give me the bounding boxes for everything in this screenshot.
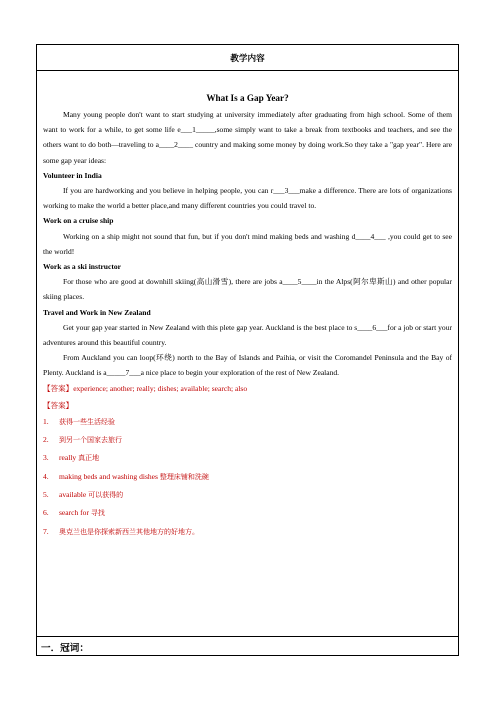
section-heading-articles: 一．冠词： (37, 636, 458, 655)
section-body-cruise: Working on a ship might not sound that fun, but if you don't mind making beds and washing d____4___ ,you could get to see the world! (43, 231, 452, 256)
list-item: 5. available 可以获得的 (43, 490, 124, 500)
section-body-new-zealand-2: From Auckland you can loop(环绕) north to the Bay of Islands and Paihia, or visit the Coromandel Peninsula and the Bay of Plenty. Auckland is a_____7___a nice place to begin your exploration of the rest of New Zealand. (43, 353, 452, 378)
section-body-india: If you are hardworking and you believe in helping people, you can r___3___make a difference. There are lots of organizations working to make the world a better place,and many different countries you could travel to. (43, 186, 452, 211)
list-item: 7. 奥克兰也是你探索新西兰其他地方的好地方。 (43, 526, 199, 536)
section-body-new-zealand: Get your gap year started in New Zealand with this plete gap year. Auckland is the best place to s____6___for a job or start your adventures around this beautiful country. (43, 322, 452, 348)
list-item: 4. making beds and washing dishes 整理床铺和洗碗 (43, 471, 209, 481)
section-heading-india: Volunteer in India (43, 170, 102, 180)
list-item: 6. search for 寻找 (43, 508, 105, 518)
answer-list (43, 413, 452, 541)
section-heading-new-zealand: Travel and Work in New Zealand (43, 307, 151, 317)
list-item: 3. really 真正地 (43, 453, 100, 463)
intro-paragraph: Many young people don't want to start studying at university immediately after graduating from high school. Some of them want to work for a while, to get some life e___1_____,some simply want to take a break from textbooks and teachers, and see the others want to do both—traveling to a____2____ country and making some money by doing work.So they take a "gap year". Here are some gap year ideas: (43, 110, 452, 165)
passage-title: What Is a Gap Year? (206, 93, 289, 103)
section-heading-ski: Work as a ski instructor (43, 262, 121, 272)
answer-line: 【答案】experience; another; really; dishes; available; search; also (43, 383, 248, 393)
analysis-label: 【答案】 (43, 400, 74, 410)
section-body-ski: For those who are good at downhill skiing(高山滑雪), there are jobs a____5____in the Alps(阿尔卑斯山) and other popular skiing places. (43, 277, 452, 302)
table-header: 教学内容 (37, 45, 458, 71)
section-heading-cruise: Work on a cruise ship (43, 216, 114, 226)
list-item: 2. 到另一个国家去旅行 (43, 435, 122, 445)
list-item: 1. 获得一些生活经验 (43, 416, 115, 426)
lesson-content (37, 71, 458, 541)
lesson-table (36, 44, 459, 656)
